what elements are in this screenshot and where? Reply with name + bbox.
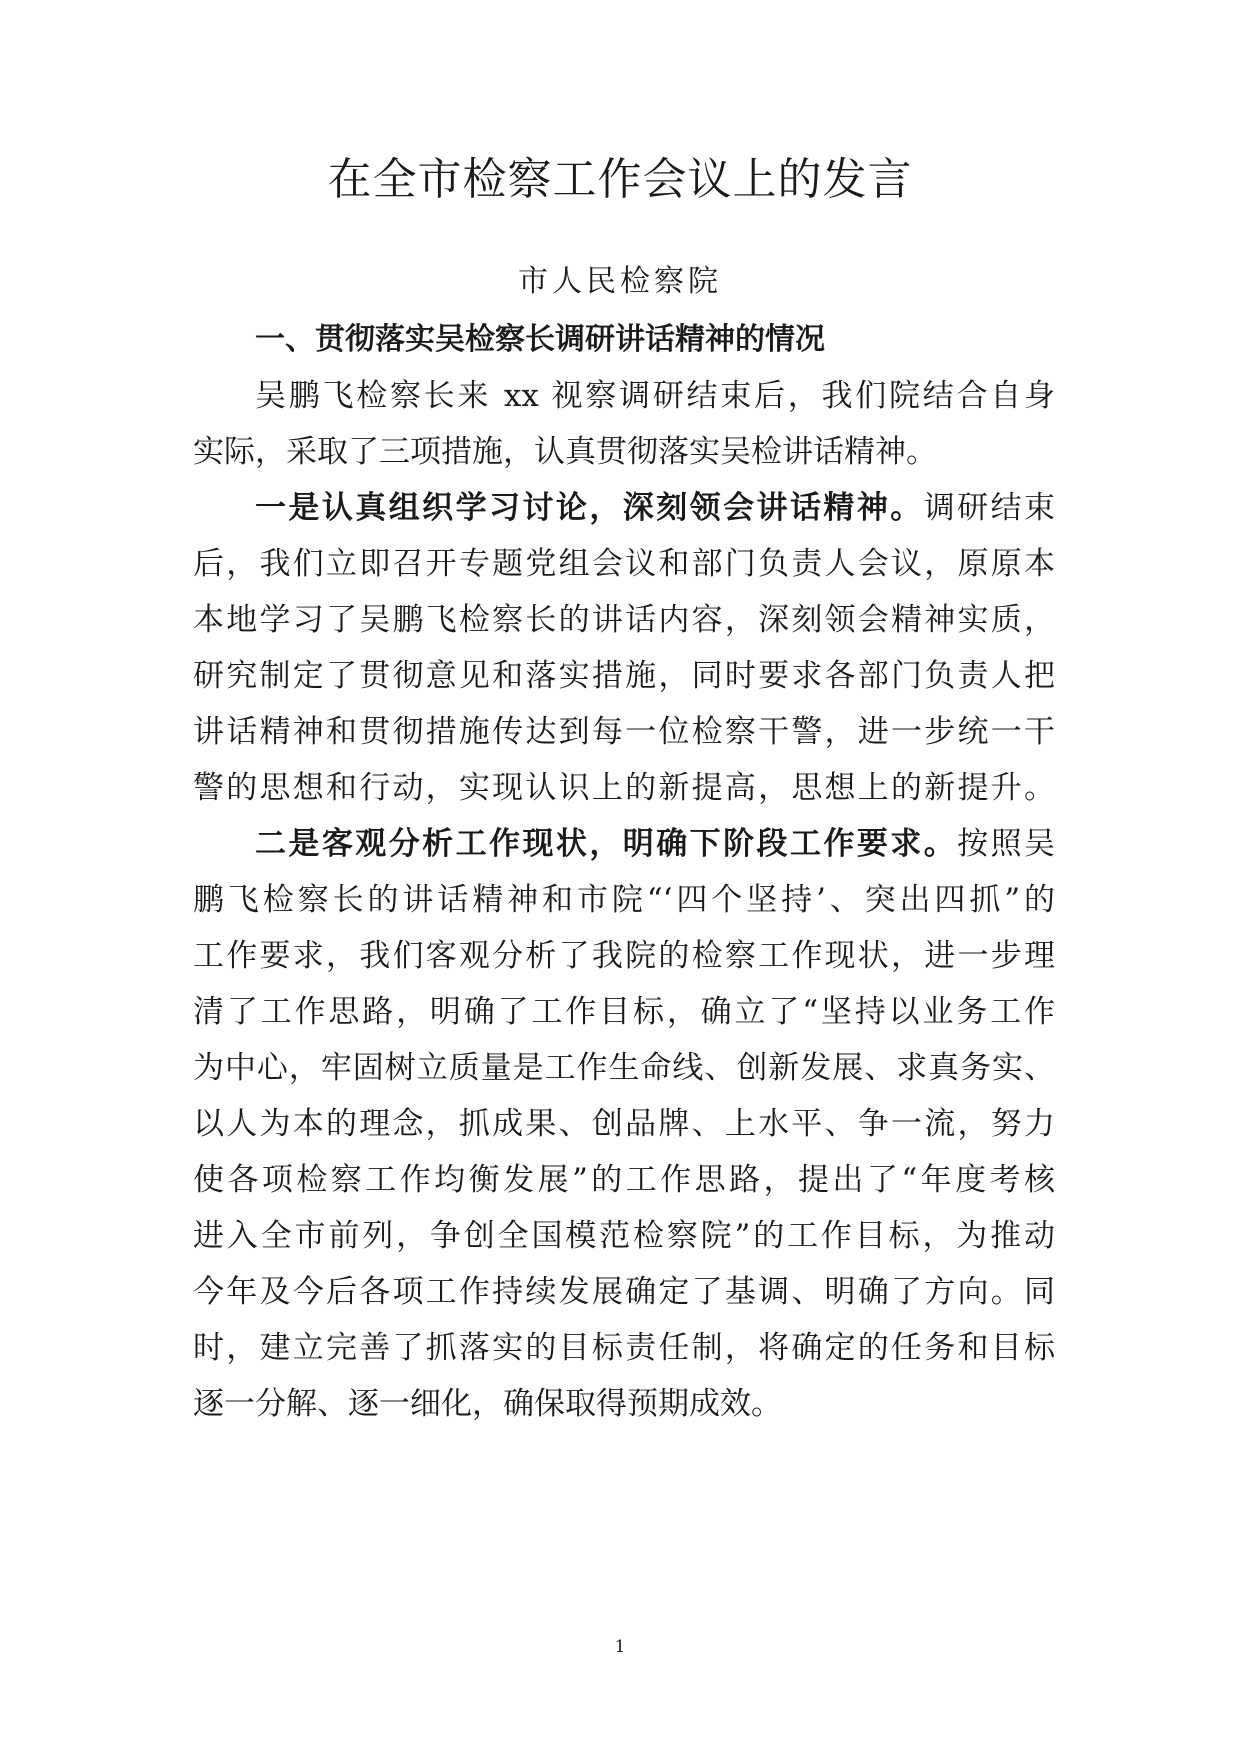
paragraph-line: 鹏飞检察长的讲话精神和市院“‘四个坚持’、突出四抓”的	[193, 882, 1055, 918]
paragraph-line: 工作要求，我们客观分析了我院的检察工作现状，进一步理	[193, 938, 1055, 974]
paragraph-line: 后，我们立即召开专题党组会议和部门负责人会议，原原本	[193, 546, 1055, 582]
paragraph-line: 逐一分解、逐一细化，确保取得预期成效。	[193, 1386, 782, 1422]
paragraph-line: 清了工作思路，明确了工作目标，确立了“坚持以业务工作	[193, 994, 1055, 1030]
paragraph-line: 今年及今后各项工作持续发展确定了基调、明确了方向。同	[193, 1274, 1055, 1310]
paragraph-line: 讲话精神和贯彻措施传达到每一位检察干警，进一步统一干	[193, 714, 1055, 750]
paragraph-line: 进入全市前列，争创全国模范检察院”的工作目标，为推动	[193, 1218, 1055, 1254]
document-author: 市人民检察院	[518, 264, 722, 299]
measure-heading: 二是客观分析工作现状，明确下阶段工作要求。	[255, 826, 958, 862]
paragraph-text: 调研结束	[923, 490, 1055, 526]
page-number: 1	[614, 1637, 626, 1657]
paragraph-line: 警的思想和行动，实现认识上的新提高，思想上的新提升。	[193, 770, 1055, 806]
paragraph-line: 为中心，牢固树立质量是工作生命线、创新发展、求真务实、	[193, 1050, 1055, 1086]
measure-heading: 一是认真组织学习讨论，深刻领会讲话精神。	[255, 490, 924, 526]
paragraph-line: 以人为本的理念，抓成果、创品牌、上水平、争一流，努力	[193, 1106, 1055, 1142]
paragraph-line: 本地学习了吴鹏飞检察长的讲话内容，深刻领会精神实质，	[193, 602, 1055, 638]
paragraph-text: 按照吴	[957, 826, 1055, 862]
section-heading: 一、贯彻落实吴检察长调研讲话精神的情况	[255, 322, 825, 357]
paragraph-line: 实际，采取了三项措施，认真贯彻落实吴检讲话精神。	[193, 434, 937, 470]
paragraph-line: 研究制定了贯彻意见和落实措施，同时要求各部门负责人把	[193, 658, 1055, 694]
document-title: 在全市检察工作会议上的发言	[327, 154, 913, 205]
paragraph-line: 吴鹏飞检察长来 xx 视察调研结束后，我们院结合自身	[255, 378, 1055, 414]
paragraph-line	[255, 819, 1055, 869]
paragraph-line	[255, 483, 1055, 533]
paragraph-line: 使各项检察工作均衡发展”的工作思路，提出了“年度考核	[193, 1162, 1055, 1198]
paragraph-line: 时，建立完善了抓落实的目标责任制，将确定的任务和目标	[193, 1330, 1055, 1366]
